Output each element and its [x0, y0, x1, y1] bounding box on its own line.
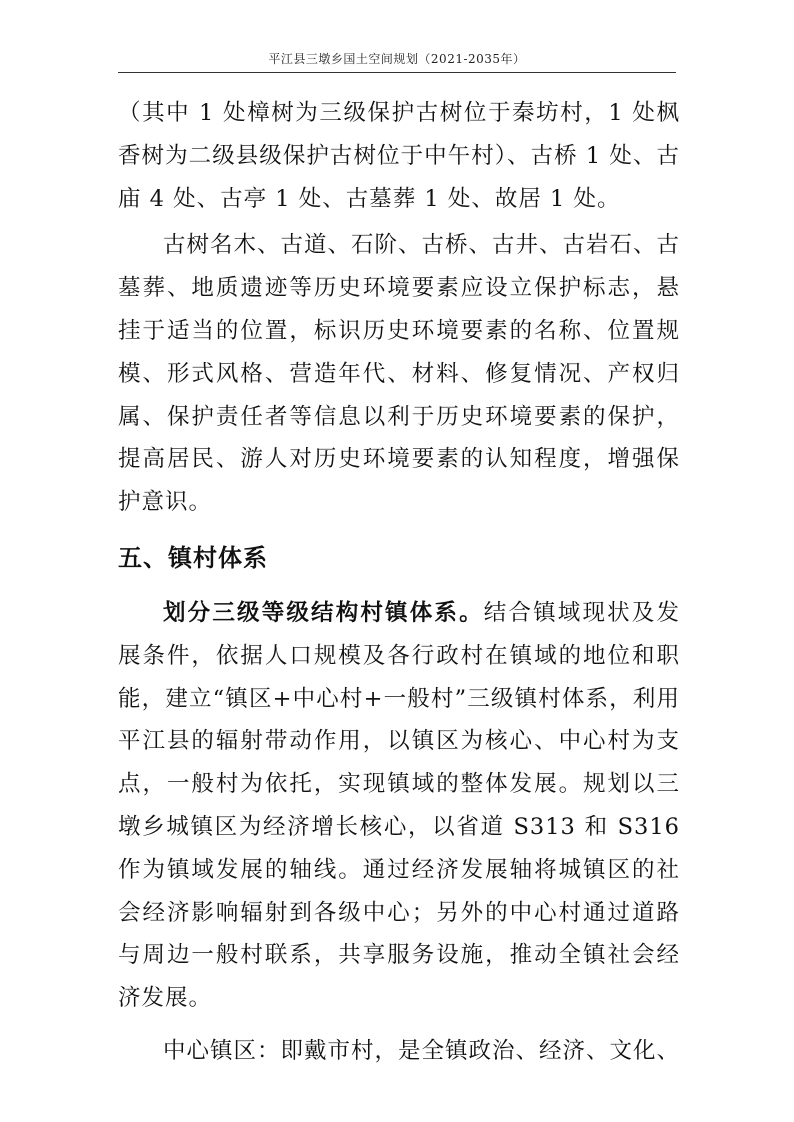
document-body	[118, 92, 680, 1073]
section-heading: 五、镇村体系	[118, 543, 268, 572]
paragraph-village-system	[118, 592, 680, 1020]
paragraph-protected-elements-list: （其中 1 处樟树为三级保护古树位于秦坊村，1 处枫香树为二级县级保护古树位于中午村）、古桥 1 处、古庙 4 处、古亭 1 处、古墓葬 1 处、故居 1 处。	[118, 100, 680, 212]
paragraph-central-town: 中心镇区：即戴市村，是全镇政治、经济、文化、	[163, 1037, 681, 1064]
header-divider	[118, 72, 676, 73]
paragraph-protection-signage: 古树名木、古道、石阶、古桥、古井、古岩石、古墓葬、地质遗迹等历史环境要素应设立保护标志，悬挂于适当的位置，标识历史环境要素的名称、位置规模、形式风格、营造年代、材料、修复情况、产权归属、保护责任者等信息以利于历史环境要素的保护，提高居民、游人对历史环境要素的认知程度，增强保护意识。	[118, 232, 681, 516]
paragraph-lead-bold: 划分三级等级结构村镇体系。	[163, 599, 484, 626]
paragraph-body-text: 结合镇域现状及发展条件，依据人口规模及各行政村在镇域的地位和职能，建立“镇区+中心村+一般村”三级镇村体系，利用平江县的辐射带动作用，以镇区为核心、中心村为支点，一般村为依托，实现镇域的整体发展。规划以三墩乡城镇区为经济增长核心，以省道 S313 和 S316 作为镇域发展的轴线。通过经济发展轴将城镇区的社会经济影响辐射到各级中心；另外的中心村通过道路与周边一般村联系，共享服务设施，推动全镇社会经济发展。	[118, 599, 680, 1012]
page-header: 平江县三墩乡国土空间规划（2021-2035年）	[268, 52, 526, 66]
